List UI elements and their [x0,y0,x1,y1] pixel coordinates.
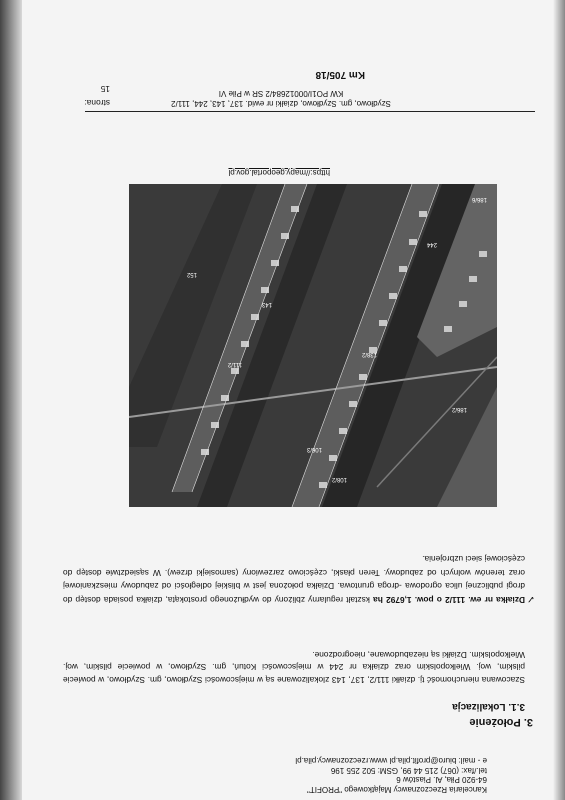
parcel-label: 138/2 [361,351,377,357]
letterhead-line: Kancelaria Rzeczoznawcy Majątkowego "PROFIT" [307,785,487,794]
parcel-label: 244 [426,241,437,247]
checkmark-bullet-icon: ✓ [526,593,535,604]
aerial-map-graphic [129,184,497,507]
page-number: 15 [100,84,110,94]
parcel-details: kształt regularny zbliżony do wydłużonego prostokąta, działka posiada dostęp do drogi publicznej ulica ogrodowa -droga gruntowa. Działka położona jest w bliskiej odległości od zabudowy mieszkaniowej oraz terenów wolnych od zabudowy. Teren płaski, częściowo zarzewiony (samosiejki drzew). W sąsiedztwie dostęp do częściowej sieci uzbrojenia. [63,554,525,605]
letterhead-line: tel./fax: (067) 215 44 99, GSM: 502 255 196 [330,766,487,775]
parcel-label: 111/2 [227,361,242,367]
footer-line: KW PO1I/00012684/2 SR w Pile VI [218,89,344,98]
scan-shadow-edge [0,0,22,800]
section-subtitle: 3.1. Lokalizacja [452,701,525,712]
letterhead-line: e - mail: biuro@profit.pila.pl www.rzeczoznawcy.pila.pl [295,756,487,766]
letterhead [295,756,487,794]
parcel-description [63,552,525,606]
case-number-stamp: Km 705/18 [315,69,365,80]
footer-text [131,88,431,108]
parcel-label: 108/2 [331,476,347,482]
letterhead-line: 64-920 Piła, Al. Piastów 6 [396,775,487,785]
parcel-label: 186/2 [451,406,467,412]
parcel-label: 143 [261,301,272,307]
footer-divider [85,111,535,112]
footer-line: Szydłowo, gm. Szydłowo, działki nr ewid. 137, 143, 244, 111/2 [171,99,391,108]
parcel-heading: Działka nr ew. 111/2 o pow. 1,6792 ha [373,595,525,605]
location-paragraph: Szacowana nieruchomość tj. działki 111/2, 137, 143 zlokalizowane są w miejscowości Szydłowo, gm. Szydłowo, w powiecie pilskim, woj. Wielkopolskim oraz działka nr 244 w miejscowości Kotuń, gm. Szydłowo, w powiecie pilskim, woj. Wielkopolskim. Działki są niezabudowane, nieogrodzone. [63,650,525,685]
aerial-orthophoto [129,184,497,507]
parcel-label: 186/6 [471,196,487,202]
image-source-link[interactable]: https://mapy.geoportal.gov.pl [228,168,330,177]
section-title: 3. Położenie [469,716,533,728]
scan-edge [553,0,565,800]
parcel-label: 106/3 [306,446,322,452]
parcel-label: 152 [186,271,197,277]
page-label: strona: [84,98,110,108]
